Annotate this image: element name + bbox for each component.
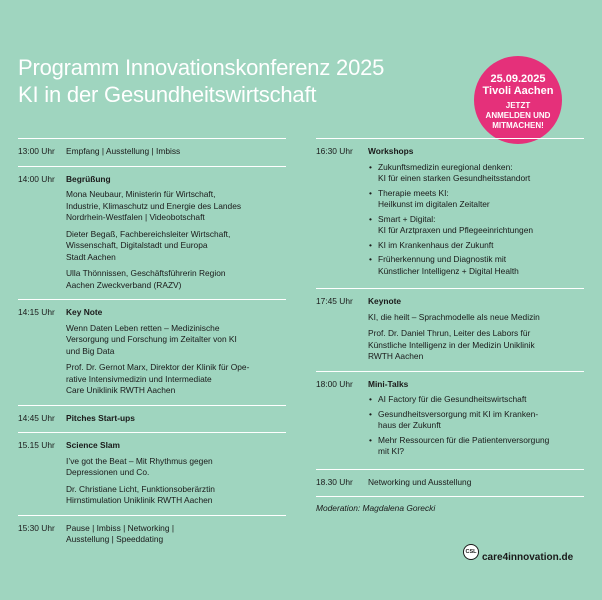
text-line: Industrie, Klimaschutz und Energie des Landes — [66, 200, 242, 211]
badge-cta-line-1: JETZT — [505, 101, 531, 110]
badge-date: 25.09.2025 — [490, 73, 546, 85]
text-line: I’ve got the Beat – Mit Rhythmus gegen — [66, 455, 213, 466]
session-pause — [18, 515, 286, 554]
list-item — [368, 254, 584, 277]
text-line: KI für einen starken Gesundheitsstandort — [378, 173, 531, 183]
title-line-1: Programm Innovationskonferenz 2025 — [18, 55, 385, 80]
text-line: haus der Zukunft — [378, 420, 441, 430]
session-time: 16:30 Uhr — [316, 146, 353, 156]
session-title: Keynote — [368, 296, 402, 306]
session-time: 18.30 Uhr — [316, 476, 353, 487]
speaker-neubaur — [66, 189, 286, 224]
website-link[interactable]: care4innovation.de — [482, 552, 574, 563]
list-item — [368, 162, 584, 185]
text-line: • AI Factory für die Gesundheitswirtschaft — [378, 394, 527, 404]
text-line: rative Intensivmedizin und Intermediate — [66, 373, 212, 384]
session-pitches — [18, 405, 286, 433]
text-line: • KI im Krankenhaus der Zukunft — [378, 239, 494, 250]
schedule-left-column — [18, 138, 286, 554]
text-line: Hirnstimulation Uniklinik RWTH Aachen — [66, 495, 213, 505]
badge-cta-line-3: MITMACHEN! — [492, 121, 544, 130]
text-line: Künstlicher Intelligenz + Digital Health — [378, 265, 519, 276]
schedule-right-column — [316, 138, 584, 514]
text-line: RWTH Aachen — [368, 351, 424, 361]
session-title: Mini-Talks — [368, 378, 409, 389]
session-title: Workshops — [368, 146, 414, 156]
event-badge[interactable] — [474, 56, 562, 144]
speaker-marx — [66, 362, 286, 397]
session-title: Pitches Start-ups — [66, 412, 135, 423]
text-line: Stadt Aachen — [66, 251, 116, 262]
badge-cta — [474, 101, 562, 131]
text-line: Mona Neubaur, Ministerin für Wirtschaft, — [66, 189, 216, 199]
session-science-slam — [18, 432, 286, 515]
text-line: Ulla Thönnissen, Geschäftsführerin Region — [66, 268, 226, 278]
text-line: • Mehr Ressourcen für die Patientenversorgung — [378, 434, 550, 445]
text-line: mit KI? — [378, 446, 405, 456]
text-line: Dr. Christiane Licht, Funktionsoberärztin — [66, 483, 215, 494]
workshop-list — [368, 162, 584, 278]
session-text: Networking und Ausstellung — [368, 476, 472, 487]
text-line: Prof. Dr. Gernot Marx, Direktor der Klinik für Ope- — [66, 362, 250, 372]
badge-location: Tivoli Aachen — [482, 85, 554, 97]
session-title: Key Note — [66, 307, 103, 317]
session-key-note — [18, 299, 286, 405]
session-title: Begrüßung — [66, 173, 111, 184]
text-line: Wenn Daten Leben retten – Medizinische — [66, 322, 220, 333]
session-time: 14:45 Uhr — [18, 412, 55, 423]
session-text: Empfang | Ausstellung | Imbiss — [66, 146, 181, 156]
session-keynote — [316, 288, 584, 371]
list-item — [368, 409, 584, 432]
text-line: Pause | Imbiss | Networking | — [66, 522, 174, 533]
session-empfang — [18, 138, 286, 166]
session-networking — [316, 469, 584, 497]
list-item — [368, 435, 584, 458]
care4innovation-logo[interactable] — [463, 540, 573, 563]
page-title — [18, 54, 384, 108]
text-line: Versorgung und Forschung im Zeitalter von KI — [66, 334, 237, 344]
text-line: Wissenschaft, Digitalstadt und Europa — [66, 240, 208, 250]
text-line: KI, die heilt – Sprachmodelle als neue Medizin — [368, 311, 540, 322]
csl-logo-icon: CSL — [463, 544, 479, 560]
session-mini-talks — [316, 371, 584, 469]
list-item — [368, 240, 584, 252]
session-workshops — [316, 138, 584, 288]
text-line: Dieter Begaß, Fachbereichsleiter Wirtschaft, — [66, 228, 231, 239]
session-time: 14:15 Uhr — [18, 307, 55, 317]
text-line: Care Uniklinik RWTH Aachen — [66, 385, 176, 395]
text-line: Aachen Zweckverband (RAZV) — [66, 279, 182, 290]
speaker-begass — [66, 229, 286, 264]
list-item — [368, 214, 584, 237]
text-line: Künstliche Intelligenz in der Medizin Uniklinik — [368, 339, 535, 350]
mini-talk-list — [368, 394, 584, 458]
list-item — [368, 394, 584, 406]
text-line: • Smart + Digital: — [378, 213, 436, 224]
text-line: • Zukunftsmedizin euregional denken: — [378, 161, 513, 172]
speaker-thoennissen — [66, 268, 286, 291]
text-line: Prof. Dr. Daniel Thrun, Leiter des Labors für — [368, 328, 531, 338]
session-time: 15.15 Uhr — [18, 440, 55, 450]
session-begruessung — [18, 166, 286, 300]
text-line: Depressionen und Co. — [66, 467, 150, 477]
text-line: • Therapie meets KI: — [378, 187, 449, 198]
session-time: 17:45 Uhr — [316, 296, 353, 306]
session-time: 13:00 Uhr — [18, 146, 55, 156]
session-title: Science Slam — [66, 440, 121, 450]
speaker-thrun — [368, 328, 584, 363]
text-line: Ausstellung | Speeddating — [66, 534, 164, 544]
text-line: • Gesundheitsversorgung mit KI im Kranken- — [378, 408, 539, 419]
session-time: 15:30 Uhr — [18, 522, 55, 533]
talk-title — [66, 323, 286, 358]
session-time: 18:00 Uhr — [316, 378, 353, 389]
text-line: und Big Data — [66, 345, 115, 356]
title-line-2: KI in der Gesundheitswirtschaft — [18, 82, 317, 107]
text-line: Heilkunst im digitalen Zeitalter — [378, 199, 490, 209]
talk-title — [368, 312, 584, 324]
session-time: 14:00 Uhr — [18, 173, 55, 184]
text-line: Nordrhein-Westfalen | Videobotschaft — [66, 212, 205, 222]
text-line: • Früherkennung und Diagnostik mit — [378, 254, 507, 264]
talk-title — [66, 456, 286, 479]
moderation-note: Moderation: Magdalena Gorecki — [316, 496, 584, 514]
list-item — [368, 188, 584, 211]
speaker-licht — [66, 484, 286, 507]
text-line: KI für Arztpraxen und Pflegeeinrichtungen — [378, 225, 534, 235]
badge-cta-line-2: ANMELDEN UND — [485, 111, 551, 120]
